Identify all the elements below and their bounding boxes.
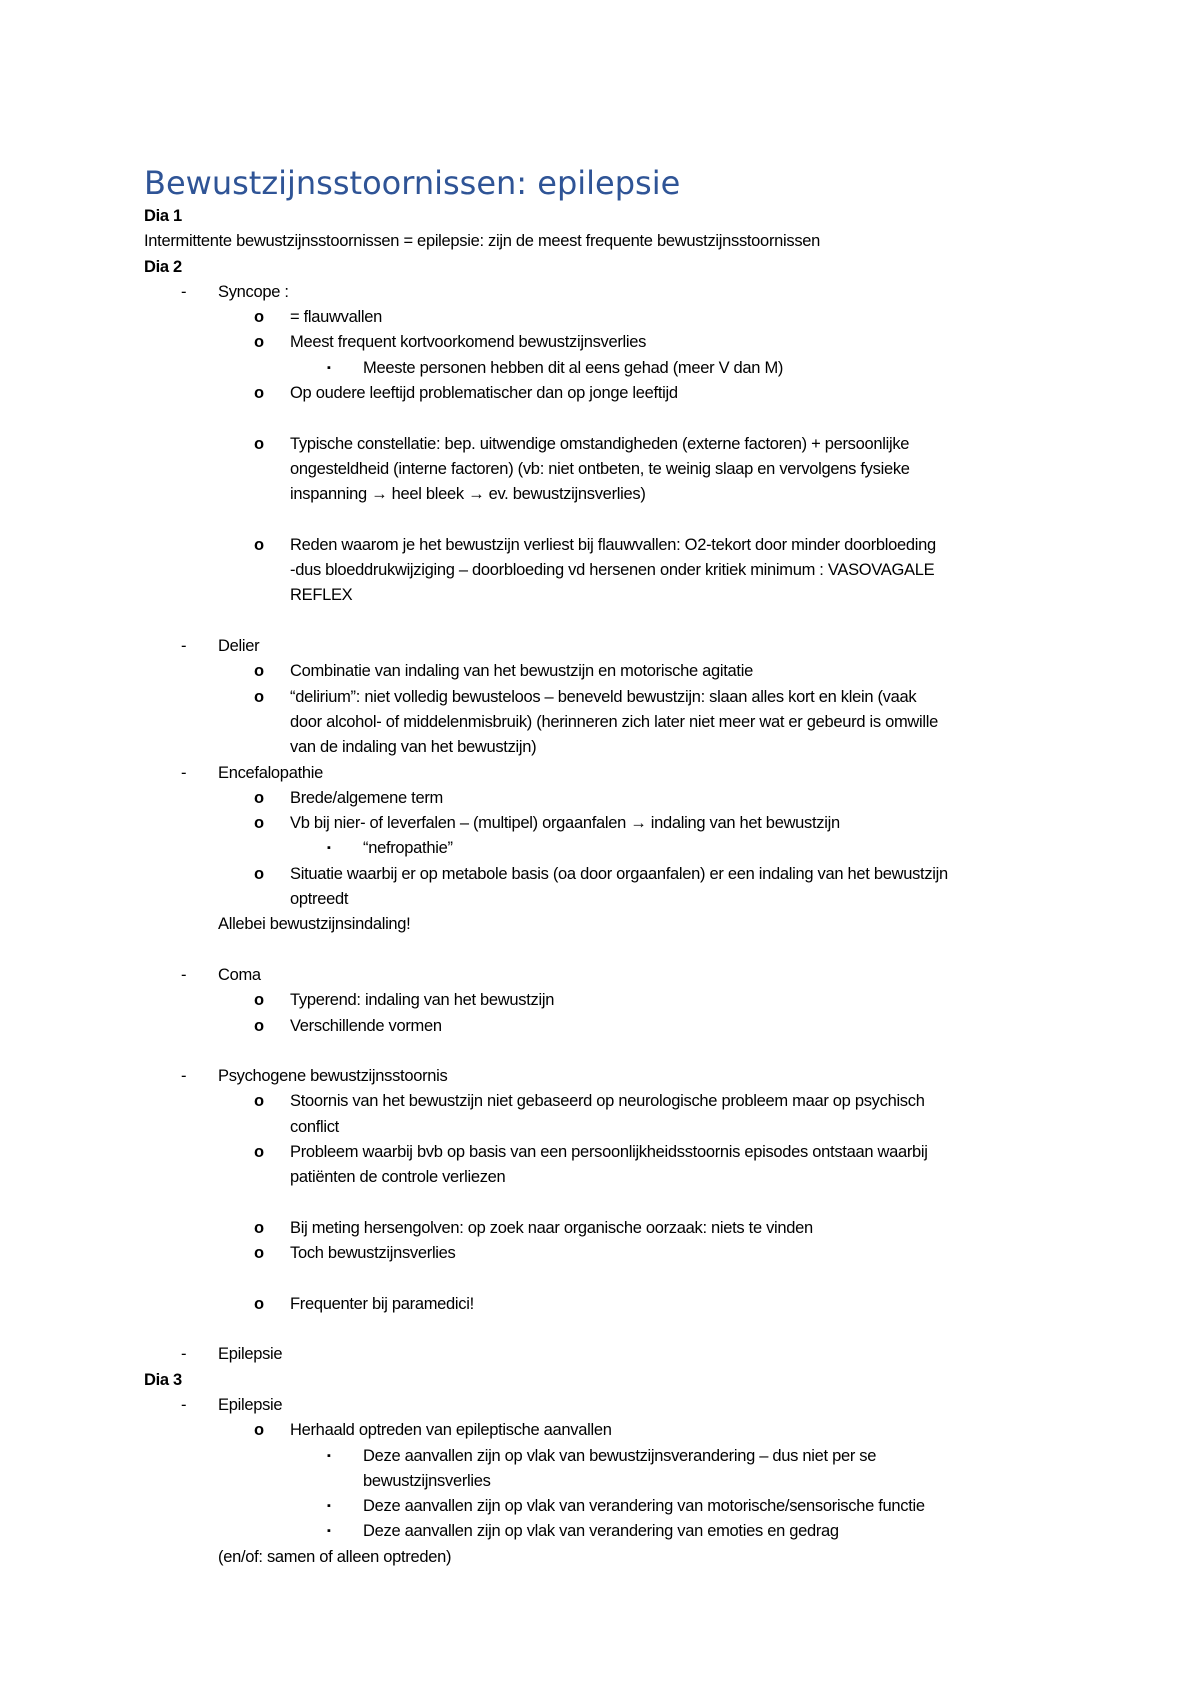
line-text: conflict: [290, 1117, 339, 1136]
blank-line: [144, 609, 1084, 634]
line-text: Epilepsie: [218, 1395, 283, 1414]
document-line: [144, 583, 1084, 608]
document-line: [144, 1064, 1084, 1089]
line-text: “nefropathie”: [363, 839, 453, 858]
blank-line: [144, 938, 1084, 963]
line-text: Dia 2: [144, 257, 182, 276]
line-text: Op oudere leeftijd problematischer dan op jonge leeftijd: [290, 384, 678, 403]
line-text: Stoornis van het bewustzijn niet gebaseerd op neurologische probleem maar op psychisch: [290, 1092, 925, 1111]
bullet-marker: -: [181, 1395, 187, 1414]
document-line: [144, 1519, 1084, 1544]
document-title: Bewustzijnsstoornissen: epilepsie: [144, 164, 681, 202]
document-line: [144, 482, 1084, 507]
line-text: Verschillende vormen: [290, 1016, 442, 1035]
document-line: [144, 558, 1084, 583]
line-text: “delirium”: niet volledig bewusteloos – beneveld bewustzijn: slaan alles kort en klein (vaak: [290, 687, 917, 706]
line-text: REFLEX: [290, 586, 353, 605]
bullet-marker: o: [254, 333, 264, 352]
document-line: [144, 1444, 1084, 1469]
line-text: bewustzijnsverlies: [363, 1471, 491, 1490]
bullet-marker: o: [254, 662, 264, 681]
line-text: inspanning → heel bleek → ev. bewustzijnsverlies): [290, 485, 646, 504]
bullet-marker: ▪: [327, 1500, 331, 1513]
document-line: [144, 305, 1084, 330]
document-line: [144, 1216, 1084, 1241]
document-line: [144, 457, 1084, 482]
document-line: [144, 963, 1084, 988]
document-body: [144, 204, 1084, 1570]
document-line: [144, 381, 1084, 406]
bullet-marker: -: [181, 965, 187, 984]
line-text: Reden waarom je het bewustzijn verliest bij flauwvallen: O2-tekort door minder doorbloeding: [290, 535, 936, 554]
line-text: Toch bewustzijnsverlies: [290, 1244, 456, 1263]
line-text: Deze aanvallen zijn op vlak van verandering van emoties en gedrag: [363, 1522, 839, 1541]
document-line: [144, 1241, 1084, 1266]
document-line: [144, 1115, 1084, 1140]
document-line: [144, 862, 1084, 887]
line-text: Probleem waarbij bvb op basis van een persoonlijkheidsstoornis episodes ontstaan waarbij: [290, 1142, 928, 1161]
bullet-marker: o: [254, 788, 264, 807]
document-line: [144, 1292, 1084, 1317]
blank-line: [144, 508, 1084, 533]
line-text: (en/of: samen of alleen optreden): [218, 1547, 452, 1566]
document-line: [144, 1342, 1084, 1367]
document-line: [144, 1165, 1084, 1190]
line-text: patiënten de controle verliezen: [290, 1168, 506, 1187]
bullet-marker: ▪: [327, 1449, 331, 1462]
line-text: Situatie waarbij er op metabole basis (oa door orgaanfalen) er een indaling van het bewustzijn: [290, 864, 948, 883]
document-line: [144, 685, 1084, 710]
line-text: ongesteldheid (interne factoren) (vb: niet ontbeten, te weinig slaap en vervolgens fysieke: [290, 459, 910, 478]
line-text: Vb bij nier- of leverfalen – (multipel) orgaanfalen → indaling van het bewustzijn: [290, 814, 840, 833]
document-line: [144, 533, 1084, 558]
document-line: [144, 1368, 1084, 1393]
document-line: [144, 356, 1084, 381]
line-text: Frequenter bij paramedici!: [290, 1294, 474, 1313]
document-line: [144, 1545, 1084, 1570]
document-line: [144, 1418, 1084, 1443]
blank-line: [144, 1266, 1084, 1291]
bullet-marker: o: [254, 864, 264, 883]
bullet-marker: ▪: [327, 361, 331, 374]
document-line: [144, 330, 1084, 355]
line-text: door alcohol- of middelenmisbruik) (herinneren zich later niet meer wat er gebeurd is omwille: [290, 712, 938, 731]
document-line: [144, 761, 1084, 786]
document-line: [144, 887, 1084, 912]
line-text: Dia 3: [144, 1370, 182, 1389]
document-line: [144, 280, 1084, 305]
bullet-marker: o: [254, 384, 264, 403]
bullet-marker: o: [254, 1142, 264, 1161]
blank-line: [144, 406, 1084, 431]
document-line: [144, 988, 1084, 1013]
bullet-marker: o: [254, 1016, 264, 1035]
bullet-marker: o: [254, 434, 264, 453]
line-text: Psychogene bewustzijnsstoornis: [218, 1067, 448, 1086]
document-line: [144, 1140, 1084, 1165]
document-line: [144, 811, 1084, 836]
bullet-marker: o: [254, 991, 264, 1010]
line-text: Herhaald optreden van epileptische aanvallen: [290, 1421, 612, 1440]
line-text: Delier: [218, 637, 260, 656]
line-text: Epilepsie: [218, 1345, 283, 1364]
blank-line: [144, 1039, 1084, 1064]
line-text: optreedt: [290, 890, 349, 909]
bullet-marker: -: [181, 763, 187, 782]
line-text: Intermittente bewustzijnsstoornissen = epilepsie: zijn de meest frequente bewustzijnsstoornissen: [144, 232, 821, 251]
line-text: Meeste personen hebben dit al eens gehad (meer V dan M): [363, 358, 784, 377]
bullet-marker: o: [254, 1294, 264, 1313]
document-line: [144, 1393, 1084, 1418]
bullet-marker: o: [254, 1421, 264, 1440]
bullet-marker: ▪: [327, 842, 331, 855]
line-text: Typerend: indaling van het bewustzijn: [290, 991, 555, 1010]
bullet-marker: o: [254, 687, 264, 706]
document-line: [144, 735, 1084, 760]
line-text: Combinatie van indaling van het bewustzijn en motorische agitatie: [290, 662, 753, 681]
bullet-marker: o: [254, 1244, 264, 1263]
document-line: [144, 255, 1084, 280]
document-line: [144, 1014, 1084, 1039]
line-text: -dus bloeddrukwijziging – doorbloeding vd hersenen onder kritiek minimum : VASOVAGALE: [290, 561, 935, 580]
bullet-marker: o: [254, 308, 264, 327]
document-line: [144, 204, 1084, 229]
line-text: Deze aanvallen zijn op vlak van verandering van motorische/sensorische functie: [363, 1497, 925, 1516]
document-line: [144, 659, 1084, 684]
bullet-marker: -: [181, 637, 187, 656]
line-text: van de indaling van het bewustzijn): [290, 738, 537, 757]
line-text: Syncope :: [218, 282, 289, 301]
document-line: [144, 710, 1084, 735]
bullet-marker: -: [181, 1345, 187, 1364]
line-text: Typische constellatie: bep. uitwendige omstandigheden (externe factoren) + persoonlijke: [290, 434, 910, 453]
document-line: [144, 1089, 1084, 1114]
line-text: Deze aanvallen zijn op vlak van bewustzijnsverandering – dus niet per se: [363, 1446, 877, 1465]
bullet-marker: -: [181, 1067, 187, 1086]
line-text: Coma: [218, 965, 261, 984]
document-line: [144, 912, 1084, 937]
blank-line: [144, 1317, 1084, 1342]
blank-line: [144, 1191, 1084, 1216]
line-text: = flauwvallen: [290, 308, 382, 327]
bullet-marker: o: [254, 1218, 264, 1237]
document-line: [144, 1469, 1084, 1494]
bullet-marker: o: [254, 1092, 264, 1111]
document-line: [144, 836, 1084, 861]
line-text: Encefalopathie: [218, 763, 323, 782]
bullet-marker: o: [254, 814, 264, 833]
line-text: Dia 1: [144, 207, 182, 225]
bullet-marker: o: [254, 535, 264, 554]
document-line: [144, 229, 1084, 254]
document-line: [144, 1494, 1084, 1519]
bullet-marker: ▪: [327, 1525, 331, 1538]
document-line: [144, 786, 1084, 811]
line-text: Allebei bewustzijnsindaling!: [218, 915, 411, 934]
line-text: Brede/algemene term: [290, 788, 443, 807]
line-text: Bij meting hersengolven: op zoek naar organische oorzaak: niets te vinden: [290, 1218, 813, 1237]
bullet-marker: -: [181, 282, 187, 301]
line-text: Meest frequent kortvoorkomend bewustzijnsverlies: [290, 333, 647, 352]
document-line: [144, 634, 1084, 659]
document-line: [144, 432, 1084, 457]
